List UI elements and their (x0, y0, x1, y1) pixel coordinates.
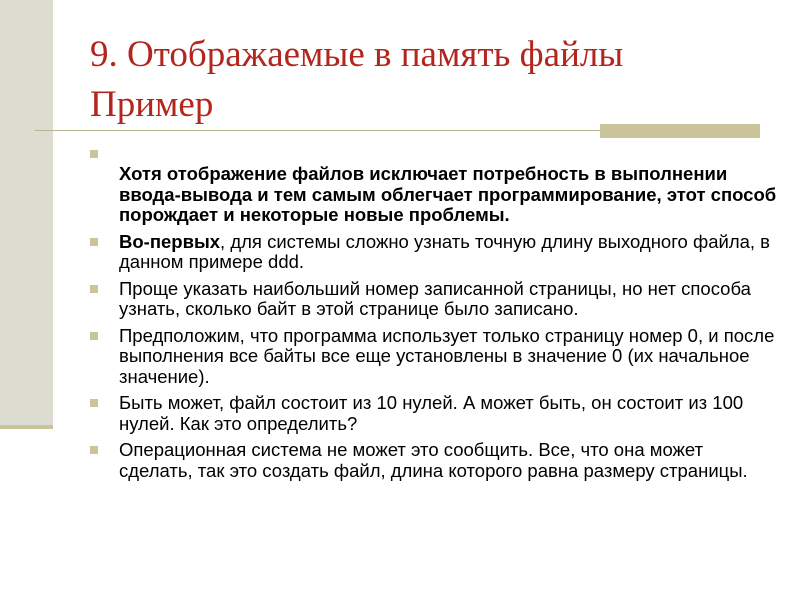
bullet-item (90, 279, 780, 320)
bullet-item (90, 232, 780, 273)
bullet-text: Операционная система не может это сообщить. Все, что она может сделать, так это создать файл, длина которого равна размеру страницы. (119, 439, 748, 481)
bullet-item (90, 147, 780, 226)
bullet-list (90, 147, 780, 487)
bullet-item (90, 326, 780, 388)
square-bullet-icon (90, 285, 98, 293)
slide-title-line-1: 9. Отображаемые в память файлы (90, 34, 624, 75)
bullet-text: Предположим, что программа использует только страницу номер 0, и после выполнения все байты все еще установлены в значение 0 (их начальное значение). (119, 324, 775, 387)
square-bullet-icon (90, 150, 98, 158)
sidebar-decoration (0, 0, 53, 425)
slide-title (90, 30, 770, 130)
bullet-item (90, 393, 780, 434)
bullet-text: Быть может, файл состоит из 10 нулей. А может быть, он состоит из 100 нулей. Как это определить? (119, 392, 744, 434)
bullet-bold-text: Хотя отображение файлов исключает потребность в выполнении ввода-вывода и тем самым облегчает программирование, этот способ порождает и некоторые новые проблемы. (119, 163, 777, 225)
square-bullet-icon (90, 332, 98, 340)
square-bullet-icon (90, 446, 98, 454)
sidebar-accent (0, 425, 53, 429)
square-bullet-icon (90, 399, 98, 407)
bullet-bold-text: Во-первых (119, 230, 221, 252)
square-bullet-icon (90, 238, 98, 246)
title-divider-accent (600, 124, 760, 138)
bullet-item (90, 440, 780, 481)
bullet-text: , для системы сложно узнать точную длину выходного файла, в данном примере ddd. (119, 230, 771, 272)
slide-title-line-2: Пример (90, 84, 214, 125)
bullet-text: Проще указать наибольший номер записанной страницы, но нет способа узнать, сколько байт в этой странице было записано. (119, 277, 751, 319)
